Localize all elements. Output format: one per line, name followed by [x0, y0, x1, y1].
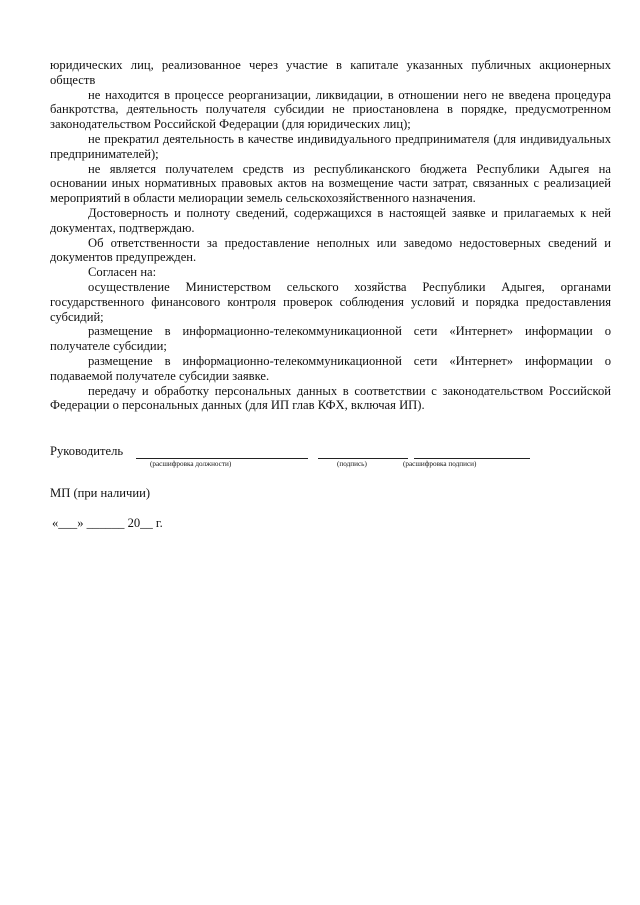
paragraph: Достоверность и полноту сведений, содержащихся в настоящей заявке и прилагаемых к ней документах, подтверждаю.	[50, 205, 611, 235]
paragraph: не находится в процессе реорганизации, ликвидации, в отношении него не введена процедура банкротства, деятельность получателя субсидии не приостановлена в порядке, предусмотренном законодательством Российской Федерации (для юридических лиц);	[50, 87, 611, 132]
paragraph: размещение в информационно-телекоммуникационной сети «Интернет» информации о подаваемой получателе субсидии заявке.	[50, 353, 611, 383]
paragraph: юридических лиц, реализованное через участие в капитале указанных публичных акционерных обществ	[50, 58, 611, 87]
position-caption: (расшифровка должности)	[150, 460, 232, 468]
stamp-label: МП (при наличии)	[50, 486, 151, 500]
paragraph: не является получателем средств из республиканского бюджета Республики Адыгея на основании иных нормативных правовых актов на возмещение части затрат, связанных с реализацией мероприятий в области мелиорации земель сельскохозяйственного назначения.	[50, 161, 611, 206]
signatory-label: Руководитель	[50, 444, 124, 458]
paragraph: Согласен на:	[88, 265, 157, 280]
paragraph: Об ответственности за предоставление неполных или заведомо недостоверных сведений и документов предупрежден.	[50, 235, 611, 265]
name-caption: (расшифровка подписи)	[403, 460, 477, 468]
signature-caption: (подпись)	[337, 460, 367, 468]
position-line[interactable]	[136, 458, 308, 459]
date-line: «___» ______ 20__ г.	[52, 516, 163, 530]
document-body	[50, 58, 611, 413]
paragraph: осуществление Министерством сельского хозяйства Республики Адыгея, органами государственного финансового контроля проверок соблюдения условий и порядка предоставления субсидий;	[50, 279, 611, 324]
signature-line[interactable]	[318, 458, 408, 459]
signature-block	[50, 444, 570, 474]
paragraph: размещение в информационно-телекоммуникационной сети «Интернет» информации о получателе субсидии;	[50, 324, 611, 354]
paragraph: не прекратил деятельность в качестве индивидуального предпринимателя (для индивидуальных предпринимателей);	[50, 131, 611, 161]
paragraph: передачу и обработку персональных данных в соответствии с законодательством Российской Федерации о персональных данных (для ИП глав КФХ, включая ИП).	[50, 383, 611, 413]
name-line[interactable]	[414, 458, 530, 459]
